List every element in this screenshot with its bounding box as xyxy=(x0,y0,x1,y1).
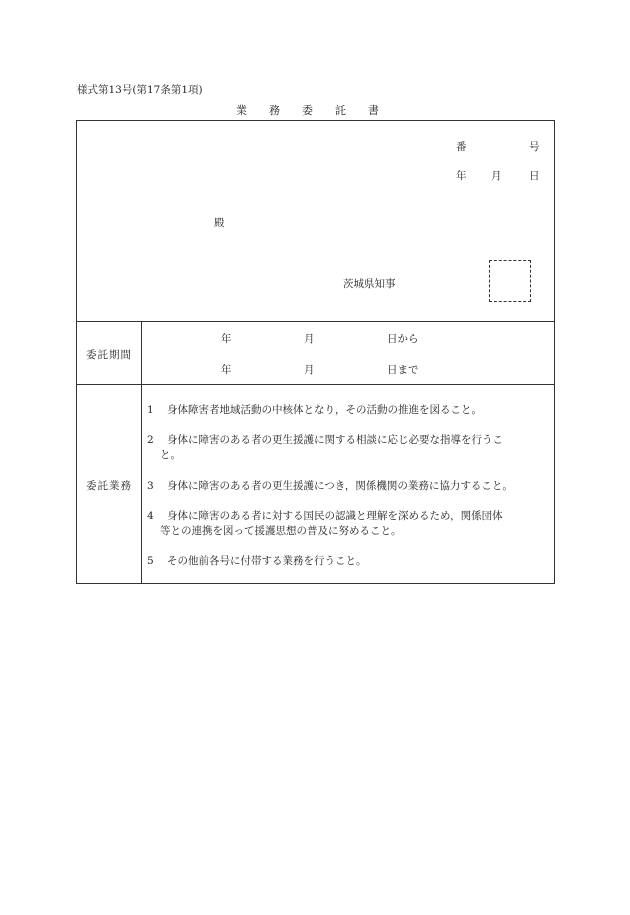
ban-label: 番 xyxy=(456,141,467,153)
contract-form-frame xyxy=(76,120,555,584)
duty-number: 5 xyxy=(147,555,154,567)
seal-box xyxy=(489,260,531,302)
duty-number: 2 xyxy=(147,434,154,446)
date-month: 月 xyxy=(491,170,502,182)
duty-text: 身体に障害のある者の更生援護に関する相談に応じ必要な指導を行うこ xyxy=(167,434,503,446)
duty-text-continued: と。 xyxy=(160,449,181,461)
issuer-name: 茨城県知事 xyxy=(343,278,396,290)
period-to-year: 年 xyxy=(221,364,232,376)
title-char: 書 xyxy=(368,104,379,117)
period-from-day: 日から xyxy=(387,333,419,345)
duties-label: 委託業務 xyxy=(86,480,132,492)
period-from-year: 年 xyxy=(221,333,232,345)
duty-number: 4 xyxy=(147,510,154,522)
period-to-day: 日まで xyxy=(387,364,419,376)
title-char: 託 xyxy=(335,104,346,117)
duty-text: 身体に障害のある者に対する国民の認識と理解を深めるため，関係団体 xyxy=(167,510,503,522)
duty-text-continued: 等との連携を図って援護思想の普及に努めること。 xyxy=(160,525,402,537)
document-title xyxy=(236,102,379,118)
date-day: 日 xyxy=(529,170,540,182)
period-to-month: 月 xyxy=(304,364,315,376)
column-divider xyxy=(141,321,142,584)
duty-item xyxy=(147,554,552,569)
duty-number: 3 xyxy=(147,480,154,492)
title-char: 委 xyxy=(302,104,313,117)
divider xyxy=(77,384,554,385)
duty-item xyxy=(147,509,552,539)
date-year: 年 xyxy=(456,170,467,182)
divider xyxy=(77,321,554,322)
title-char: 業 xyxy=(236,104,247,117)
duty-item xyxy=(147,479,552,494)
duty-text: 身体に障害のある者の更生援護につき，関係機関の業務に協力すること。 xyxy=(167,480,513,492)
duty-item xyxy=(147,403,552,418)
duty-item xyxy=(147,433,552,463)
period-label: 委託期間 xyxy=(86,349,132,361)
duty-number: 1 xyxy=(147,404,154,416)
duty-text: その他前各号に付帯する業務を行うこと。 xyxy=(167,555,367,567)
addressee-suffix: 殿 xyxy=(214,217,225,229)
duty-text: 身体障害者地域活動の中核体となり，その活動の推進を図ること。 xyxy=(167,404,482,416)
title-char: 務 xyxy=(269,104,280,117)
go-label: 号 xyxy=(529,141,540,153)
form-number: 様式第13号(第17条第1項) xyxy=(77,84,203,96)
period-from-month: 月 xyxy=(304,333,315,345)
